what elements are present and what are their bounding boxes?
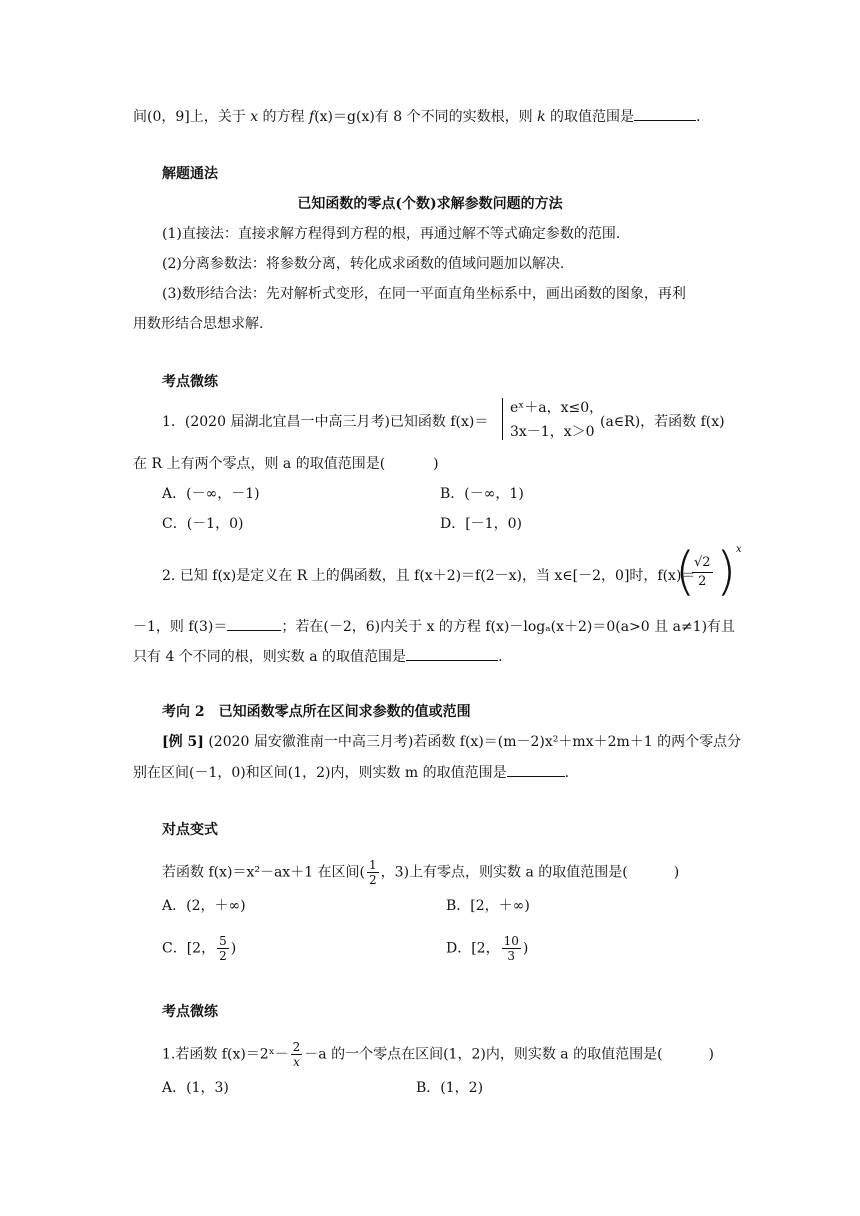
- fraction-10-3: $\frac{10}{3}$: [503, 934, 519, 963]
- question-2-line-2: －1，则 f(3)＝ ；若在(－2，6)内关于 x 的方程 f(x)－logₐ(x＋2)＝0(a>0 且 a≠1)有且: [133, 616, 735, 637]
- answer-blank: [227, 616, 281, 631]
- sqrt2-over-2-fraction: $\frac{√2}{2}$: [694, 555, 711, 589]
- piecewise-case-2: 3x－1，x＞0: [510, 424, 595, 440]
- fraction-2-over-x: $\frac{2}{x}$: [292, 1040, 301, 1069]
- practice-2-option-b: B．(1，2): [416, 1080, 484, 1096]
- duidian-option-b: B．[2，＋∞): [446, 898, 530, 914]
- method-title: 已知函数的零点(个数)求解参数问题的方法: [297, 196, 563, 212]
- answer-blank: [406, 646, 498, 661]
- section-heading-kaoxiang-2: 考向 2 已知函数零点所在区间求参数的值或范围: [162, 704, 471, 720]
- practice-heading-1: 考点微练: [162, 374, 218, 390]
- fraction-half: $\frac{1}{2}$: [369, 858, 377, 887]
- left-paren: (: [675, 542, 696, 602]
- answer-blank: [507, 762, 565, 777]
- option-d: D．[－1，0): [440, 516, 522, 532]
- method-item-2: (2)分离参数法：将参数分离，转化成求函数的值域问题加以解决.: [162, 256, 565, 272]
- method-item-3b: 用数形结合思想求解.: [133, 316, 264, 332]
- piecewise-brace: [502, 398, 509, 440]
- example-5-line-2: 别在区间(－1，0)和区间(1，2)内，则实数 m 的取值范围是 .: [133, 762, 569, 783]
- right-paren: ): [716, 542, 737, 602]
- answer-blank: [634, 106, 696, 121]
- piecewise-case-1: eˣ＋a，x≤0，: [510, 400, 604, 416]
- method-heading: 解题通法: [162, 166, 218, 182]
- duidian-option-d: D．[2， $\frac{10}{3}$ ): [446, 934, 529, 963]
- practice-heading-2: 考点微练: [162, 1004, 218, 1020]
- exponent-x: x: [736, 544, 742, 555]
- option-c: C．(－1，0): [162, 516, 244, 532]
- option-a: A．(－∞，－1): [162, 486, 260, 502]
- practice-2-question-1: 1.若函数 f(x)＝2ˣ－ $\frac{2}{x}$ －a 的一个零点在区间(1，2)内，则实数 a 的取值范围是( ): [162, 1040, 715, 1069]
- fraction-5-2: $\frac{5}{2}$: [219, 934, 227, 963]
- practice-2-option-a: A．(1，3): [162, 1080, 229, 1096]
- question-1-text-b: (a∈R)，若函数 f(x): [600, 414, 725, 430]
- method-item-1: (1)直接法：直接求解方程得到方程的根，再通过解不等式确定参数的范围.: [162, 226, 621, 242]
- question-1-text-a: 1．(2020 届湖北宜昌一中高三月考)已知函数 f(x)＝: [162, 414, 489, 430]
- question-1-line-2: 在 R 上有两个零点，则 a 的取值范围是( ): [133, 456, 439, 472]
- duidian-option-c: C．[2， $\frac{5}{2}$ ): [162, 934, 237, 963]
- method-item-3a: (3)数形结合法：先对解析式变形，在同一平面直角坐标系中，画出函数的图象，再利: [162, 286, 686, 302]
- intro-line: 间(0，9]上，关于 x 的方程 f(x)＝g(x)有 8 个不同的实数根，则 k 的取值范围是 .: [133, 106, 700, 127]
- duidian-option-a: A．(2，＋∞): [162, 898, 246, 914]
- example-5-line-1: [例 5] (2020 届安徽淮南一中高三月考)若函数 f(x)＝(m－2)x²＋mx＋2m＋1 的两个零点分: [162, 734, 742, 750]
- question-2-line-3: 只有 4 个不同的根，则实数 a 的取值范围是 .: [133, 646, 503, 667]
- duidian-heading: 对点变式: [162, 822, 218, 838]
- question-2-text-a: 2. 已知 f(x)是定义在 R 上的偶函数，且 f(x＋2)＝f(2－x)，当 x∈[－2，0]时，f(x)＝: [162, 568, 696, 584]
- option-b: B．(－∞，1): [440, 486, 524, 502]
- duidian-question: 若函数 f(x)＝x²－ax＋1 在区间( $\frac{1}{2}$ ，3)上有零点，则实数 a 的取值范围是( ): [162, 858, 680, 887]
